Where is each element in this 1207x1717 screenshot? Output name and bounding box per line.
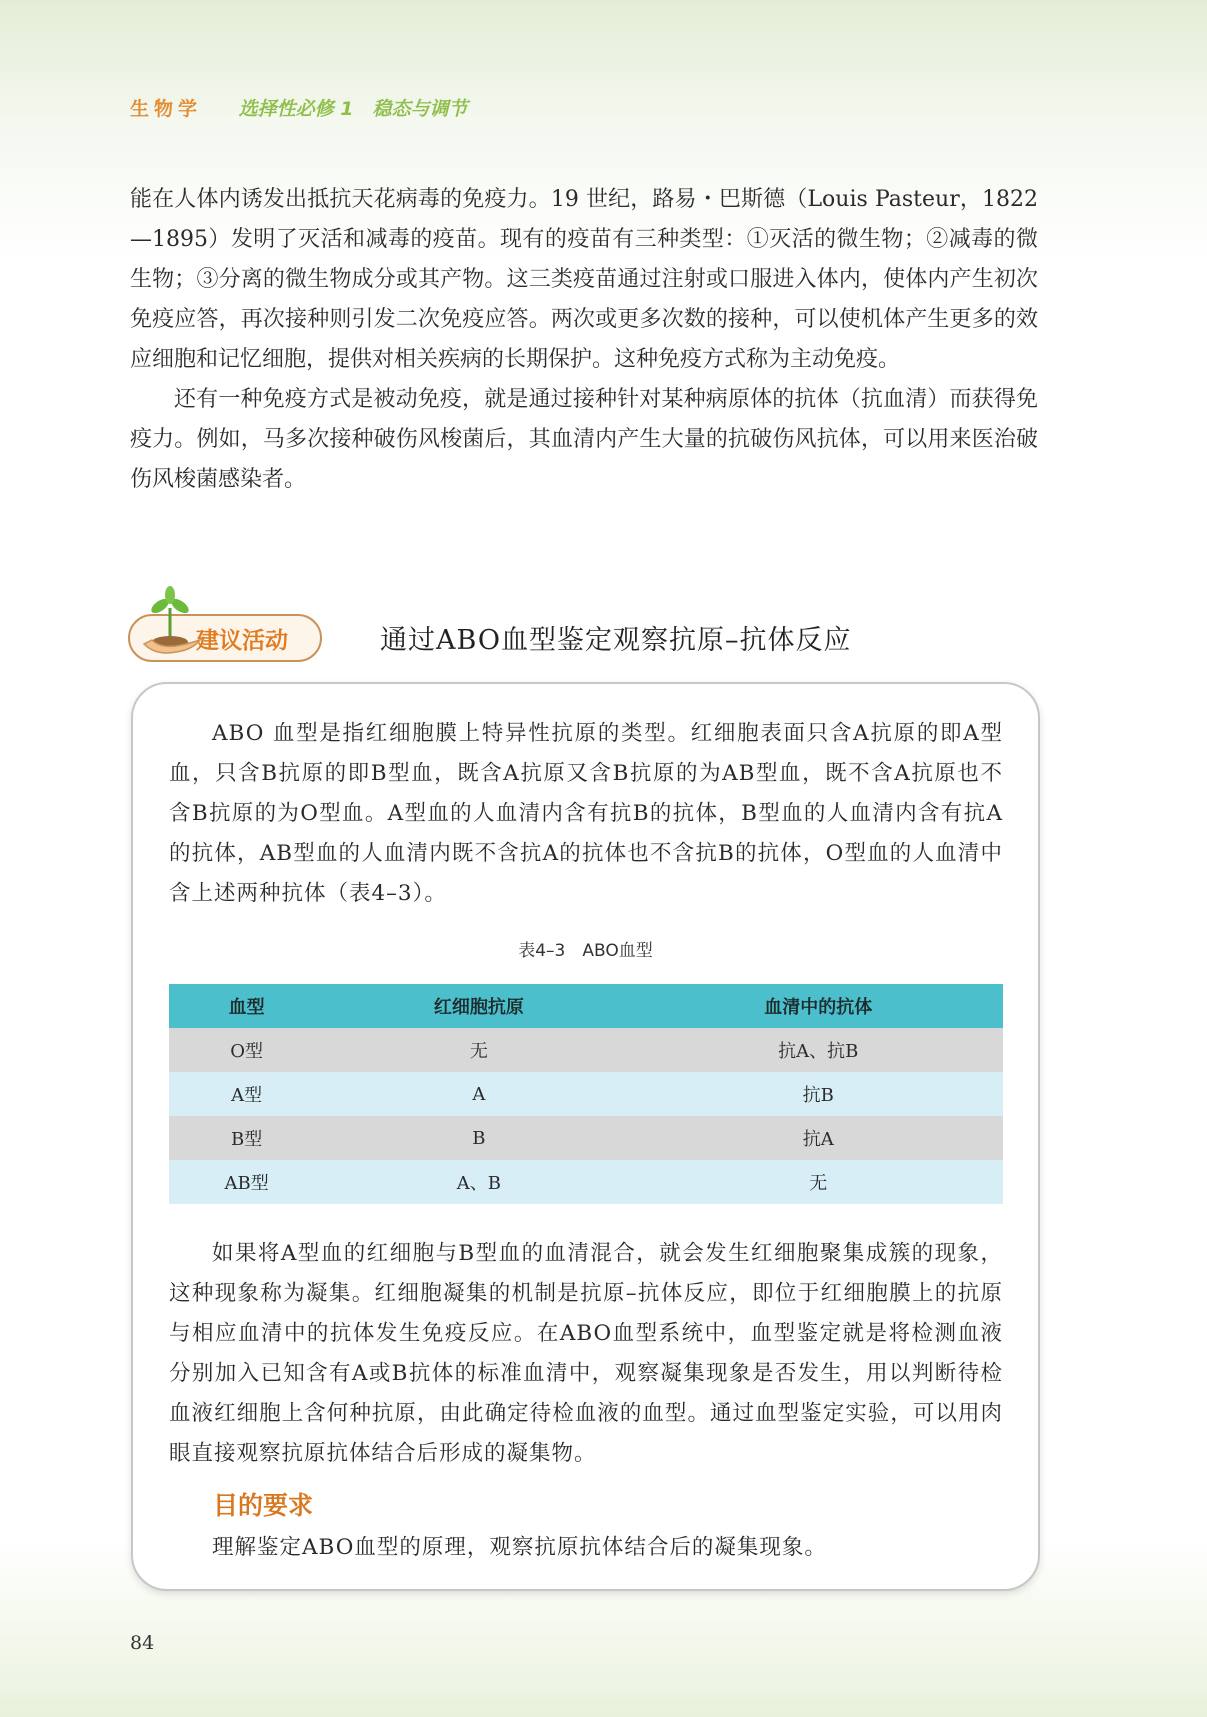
- objective-paragraph: 理解鉴定ABO血型的原理，观察抗原抗体结合后的凝集现象。: [212, 1535, 827, 1560]
- book-title: 生物学: [130, 98, 203, 120]
- table-row: [169, 1160, 1003, 1204]
- agglutination-paragraph: 如果将A型血的红细胞与B型血的血清混合，就会发生红细胞聚集成簇的现象，这种现象称为凝集。红细胞凝集的机制是抗原–抗体反应，即位于红细胞膜上的抗原与相应血清中的抗体发生免疫反应。在ABO血型系统中，血型鉴定就是将检测血液分别加入已知含有A或B抗体的标准血清中，观察凝集现象是否发生，用以判断待检血液红细胞上含何种抗原，由此确定待检血液的血型。通过血型鉴定实验，可以用肉眼直接观察抗原抗体结合后形成的凝集物。: [169, 1241, 1003, 1466]
- column-header: 红细胞抗原: [324, 984, 633, 1028]
- table-cell: 抗A、抗B: [633, 1028, 1003, 1072]
- table-cell: 抗B: [633, 1072, 1003, 1116]
- volume-title: 选择性必修 1 稳态与调节: [238, 98, 468, 120]
- page-number: 84: [130, 1632, 155, 1654]
- objective-text: [169, 1528, 1003, 1568]
- table-row: [169, 1116, 1003, 1160]
- table-cell: 无: [633, 1160, 1003, 1204]
- table-cell: 抗A: [633, 1116, 1003, 1160]
- abo-blood-type-table: [169, 984, 1003, 1204]
- running-header: [130, 94, 467, 121]
- table-cell: B: [324, 1116, 633, 1160]
- table-header-row: [169, 984, 1003, 1028]
- agglutination-text: [169, 1234, 1003, 1474]
- main-text: [130, 180, 1038, 500]
- column-header: 血清中的抗体: [633, 984, 1003, 1028]
- activity-heading: [128, 584, 1128, 662]
- activity-badge-label: 建议活动: [196, 628, 288, 654]
- activity-box: [131, 682, 1040, 1591]
- abo-intro-paragraph: ABO 血型是指红细胞膜上特异性抗原的类型。红细胞表面只含A抗原的即A型血，只含B抗原的即B型血，既含A抗原又含B抗原的为AB型血，既不含A抗原也不含B抗原的为O型血。A型血的人血清内含有抗B的抗体，B型血的人血清内含有抗A的抗体，AB型血的人血清内既不含抗A的抗体也不含抗B的抗体，O型血的人血清中含上述两种抗体（表4–3）。: [169, 721, 1003, 906]
- table-cell: 无: [324, 1028, 633, 1072]
- sprout-in-hand-icon: [130, 578, 210, 658]
- table-cell: A: [324, 1072, 633, 1116]
- table-cell: A型: [169, 1072, 324, 1116]
- paragraph-active-immunity: 能在人体内诱发出抵抗天花病毒的免疫力。19 世纪，路易・巴斯德（Louis Pasteur，1822—1895）发明了灭活和减毒的疫苗。现有的疫苗有三种类型：①灭活的微生物；②减毒的微生物；③分离的微生物成分或其产物。这三类疫苗通过注射或口服进入体内，使体内产生初次免疫应答，再次接种则引发二次免疫应答。两次或更多次数的接种，可以使机体产生更多的效应细胞和记忆细胞，提供对相关疾病的长期保护。这种免疫方式称为主动免疫。: [130, 187, 1038, 372]
- paragraph-passive-immunity: 还有一种免疫方式是被动免疫，就是通过接种针对某种病原体的抗体（抗血清）而获得免疫力。例如，马多次接种破伤风梭菌后，其血清内产生大量的抗破伤风抗体，可以用来医治破伤风梭菌感染者。: [130, 387, 1038, 492]
- column-header: 血型: [169, 984, 324, 1028]
- activity-intro: [169, 714, 1003, 914]
- table-cell: AB型: [169, 1160, 324, 1204]
- table-cell: B型: [169, 1116, 324, 1160]
- table-row: [169, 1072, 1003, 1116]
- objective-heading: 目的要求: [213, 1491, 314, 1520]
- table-row: [169, 1028, 1003, 1072]
- table-cell: A、B: [324, 1160, 633, 1204]
- table-cell: O型: [169, 1028, 324, 1072]
- table-caption: 表4–3 ABO血型: [518, 941, 653, 961]
- activity-title: 通过ABO血型鉴定观察抗原–抗体反应: [380, 625, 852, 656]
